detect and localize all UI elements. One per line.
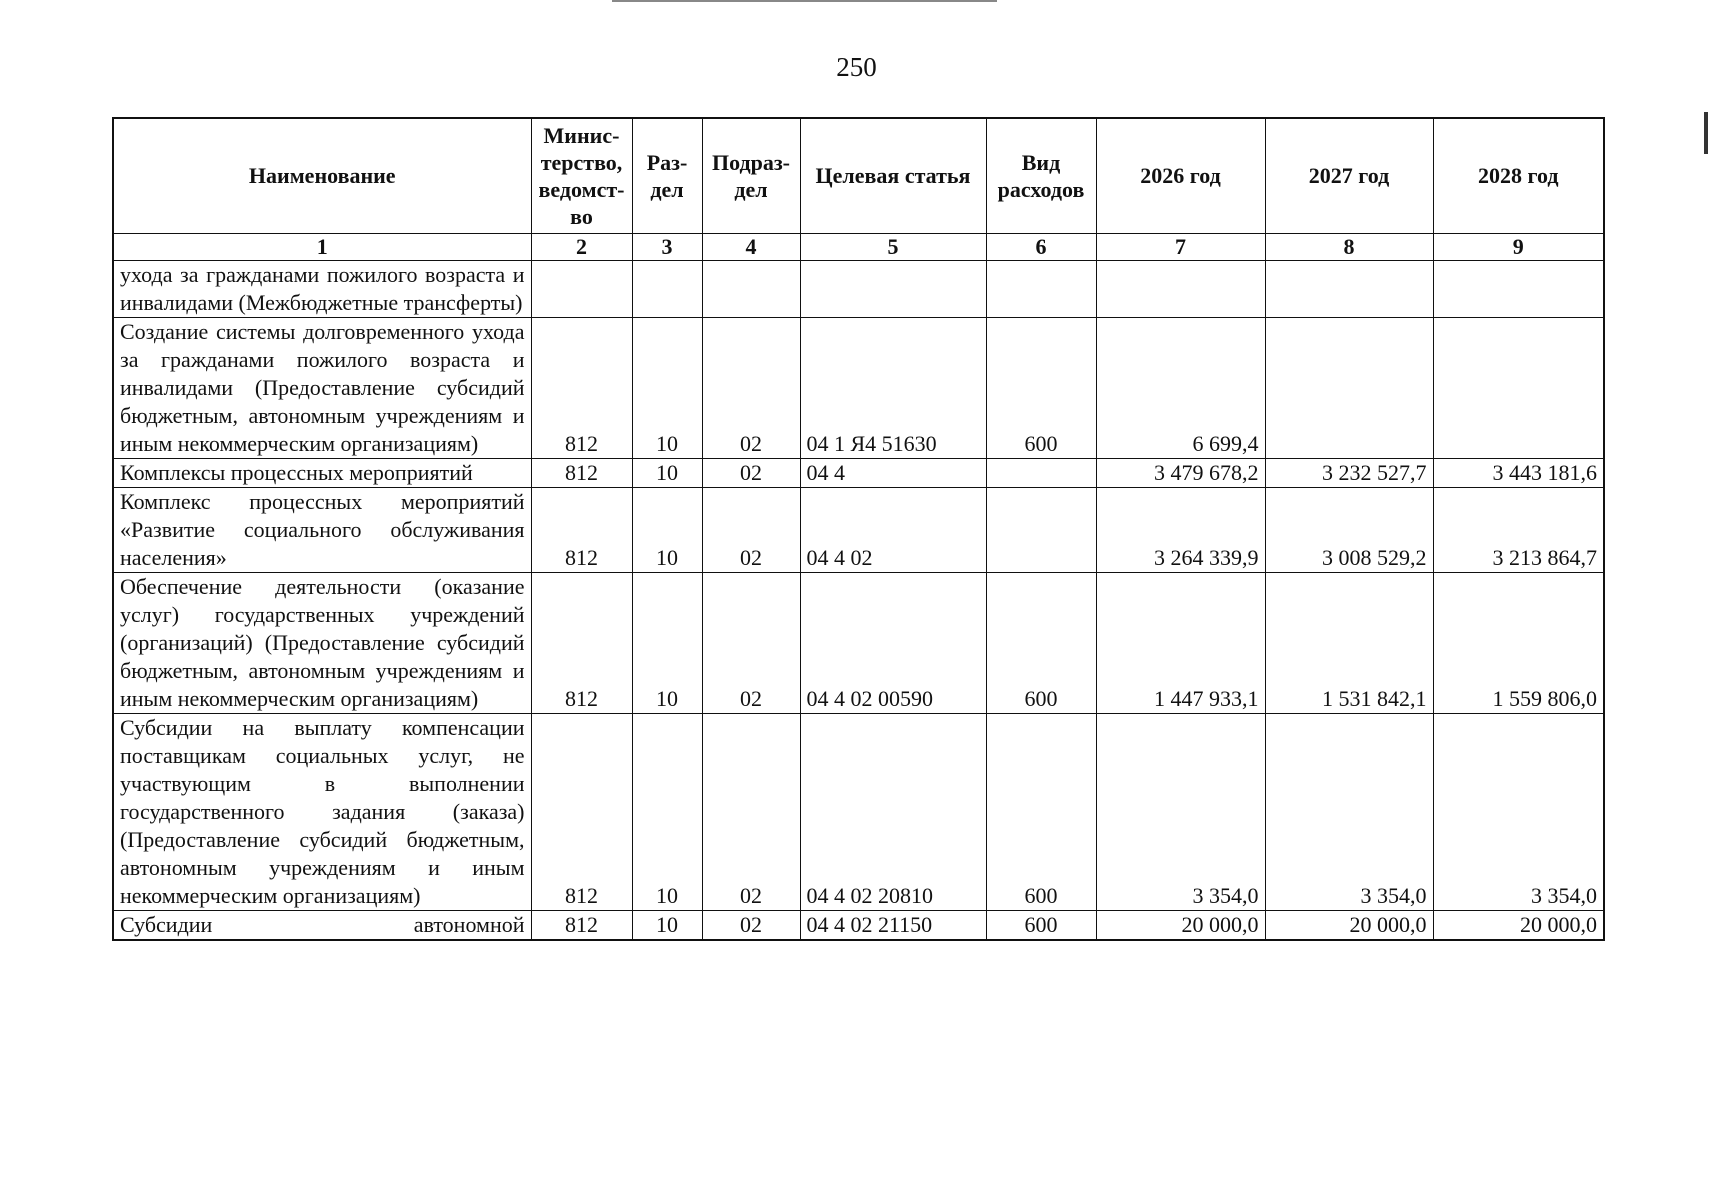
- row-name: Комплексы процессных мероприятий: [113, 458, 531, 487]
- row-value-2027: [1265, 260, 1433, 317]
- header-year-2026: 2026 год: [1096, 118, 1265, 233]
- table-row: [113, 317, 1604, 458]
- column-number: 1: [113, 233, 531, 260]
- row-value-2027: 3 354,0: [1265, 713, 1433, 910]
- table-row: [113, 910, 1604, 940]
- row-expense-type: 600: [986, 572, 1096, 713]
- row-section: [632, 260, 702, 317]
- row-name: Субсидии на выплату компенсации поставщикам социальных услуг, не участвующим в выполнении государственного задания (заказа) (Предоставление субсидий бюджетным, автономным учреждениям и иным некоммерческим организациям): [113, 713, 531, 910]
- column-number: 5: [800, 233, 986, 260]
- column-number: 8: [1265, 233, 1433, 260]
- header-ministry: Минис-терство, ведомст-во: [531, 118, 632, 233]
- row-ministry: 812: [531, 458, 632, 487]
- row-ministry: 812: [531, 572, 632, 713]
- table-row: [113, 458, 1604, 487]
- row-target-article: 04 4 02 20810: [800, 713, 986, 910]
- row-subsection: 02: [702, 317, 800, 458]
- column-number: 4: [702, 233, 800, 260]
- row-value-2027: [1265, 317, 1433, 458]
- row-name: ухода за гражданами пожилого возраста и инвалидами (Межбюджетные трансферты): [113, 260, 531, 317]
- row-value-2026: 6 699,4: [1096, 317, 1265, 458]
- row-ministry: 812: [531, 317, 632, 458]
- row-target-article: 04 4: [800, 458, 986, 487]
- row-expense-type: [986, 260, 1096, 317]
- row-target-article: 04 1 Я4 51630: [800, 317, 986, 458]
- column-number: 7: [1096, 233, 1265, 260]
- header-year-2027: 2027 год: [1265, 118, 1433, 233]
- row-value-2026: 1 447 933,1: [1096, 572, 1265, 713]
- table-header-row: [113, 118, 1604, 233]
- top-edge-rule: [612, 0, 997, 2]
- budget-table: [112, 117, 1605, 941]
- header-name: Наименование: [113, 118, 531, 233]
- row-name: Обеспечение деятельности (оказание услуг) государственных учреждений (организаций) (Предоставление субсидий бюджетным, автономным учреждениям и иным некоммерческим организациям): [113, 572, 531, 713]
- row-value-2028: [1433, 317, 1604, 458]
- row-value-2027: 3 008 529,2: [1265, 487, 1433, 572]
- row-section: 10: [632, 487, 702, 572]
- row-subsection: 02: [702, 487, 800, 572]
- row-target-article: 04 4 02: [800, 487, 986, 572]
- row-value-2028: [1433, 260, 1604, 317]
- right-edge-mark: [1704, 112, 1708, 154]
- row-value-2026: 20 000,0: [1096, 910, 1265, 940]
- row-ministry: [531, 260, 632, 317]
- row-value-2027: 20 000,0: [1265, 910, 1433, 940]
- row-subsection: 02: [702, 713, 800, 910]
- table-row: [113, 713, 1604, 910]
- header-expense-type: Вид расходов: [986, 118, 1096, 233]
- header-section: Раз-дел: [632, 118, 702, 233]
- header-year-2028: 2028 год: [1433, 118, 1604, 233]
- row-value-2028: 3 443 181,6: [1433, 458, 1604, 487]
- row-name: Создание системы долговременного ухода за гражданами пожилого возраста и инвалидами (Предоставление субсидий бюджетным, автономным учреждениям и иным некоммерческим организациям): [113, 317, 531, 458]
- row-value-2026: 3 264 339,9: [1096, 487, 1265, 572]
- row-value-2026: 3 354,0: [1096, 713, 1265, 910]
- row-section: 10: [632, 458, 702, 487]
- column-number: 2: [531, 233, 632, 260]
- header-subsection: Подраз-дел: [702, 118, 800, 233]
- row-subsection: 02: [702, 458, 800, 487]
- row-ministry: 812: [531, 713, 632, 910]
- row-section: 10: [632, 910, 702, 940]
- row-value-2028: 1 559 806,0: [1433, 572, 1604, 713]
- table-row: [113, 260, 1604, 317]
- row-expense-type: 600: [986, 910, 1096, 940]
- row-value-2026: 3 479 678,2: [1096, 458, 1265, 487]
- row-name: Субсидии автономной: [113, 910, 531, 940]
- column-number: 9: [1433, 233, 1604, 260]
- row-section: 10: [632, 572, 702, 713]
- row-expense-type: 600: [986, 713, 1096, 910]
- row-target-article: [800, 260, 986, 317]
- row-subsection: 02: [702, 910, 800, 940]
- table-row: [113, 487, 1604, 572]
- row-expense-type: [986, 487, 1096, 572]
- row-section: 10: [632, 317, 702, 458]
- header-target-article: Целевая статья: [800, 118, 986, 233]
- row-subsection: [702, 260, 800, 317]
- row-name: Комплекс процессных мероприятий «Развитие социального обслуживания населения»: [113, 487, 531, 572]
- row-target-article: 04 4 02 21150: [800, 910, 986, 940]
- column-number: 3: [632, 233, 702, 260]
- row-value-2028: 3 354,0: [1433, 713, 1604, 910]
- row-value-2027: 1 531 842,1: [1265, 572, 1433, 713]
- row-section: 10: [632, 713, 702, 910]
- row-value-2027: 3 232 527,7: [1265, 458, 1433, 487]
- column-number: 6: [986, 233, 1096, 260]
- row-ministry: 812: [531, 487, 632, 572]
- column-number-row: [113, 233, 1604, 260]
- row-expense-type: 600: [986, 317, 1096, 458]
- row-value-2026: [1096, 260, 1265, 317]
- row-value-2028: 3 213 864,7: [1433, 487, 1604, 572]
- page-number: 250: [836, 52, 877, 82]
- row-target-article: 04 4 02 00590: [800, 572, 986, 713]
- table-row: [113, 572, 1604, 713]
- row-ministry: 812: [531, 910, 632, 940]
- row-expense-type: [986, 458, 1096, 487]
- row-subsection: 02: [702, 572, 800, 713]
- row-value-2028: 20 000,0: [1433, 910, 1604, 940]
